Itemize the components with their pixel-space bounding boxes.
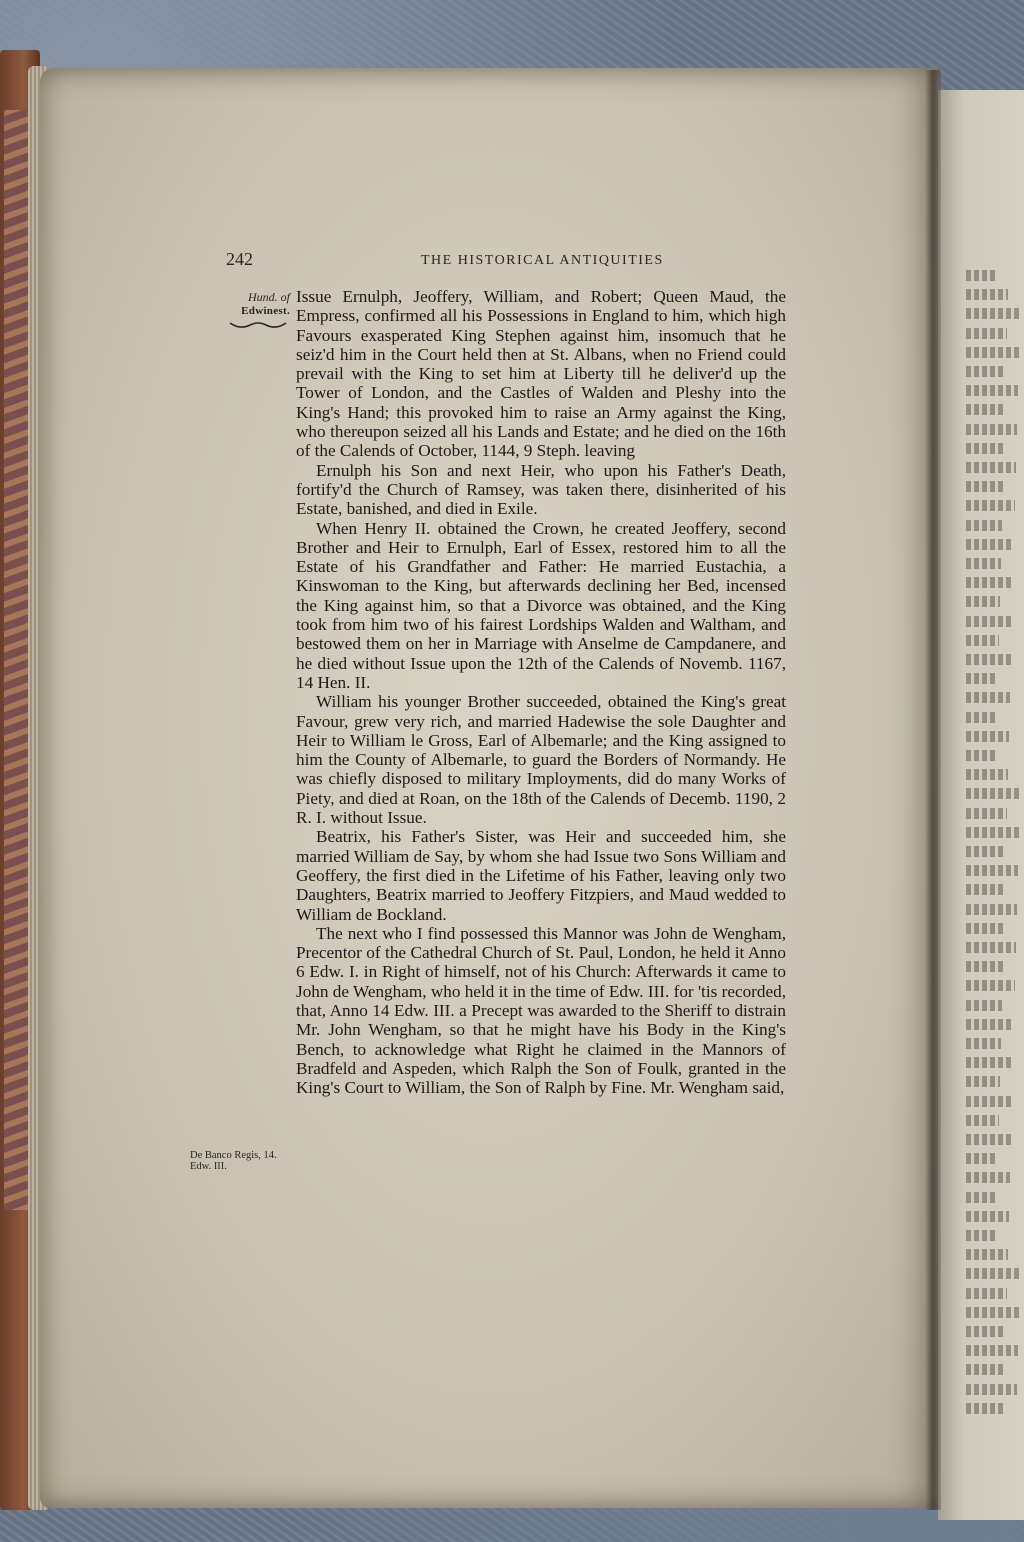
paragraph: Issue Ernulph, Jeoffery, William, and Robert; Queen Maud, the Empress, confirmed all his Possessions in England to him, which high Favours exasperated King Stephen against him, insomuch that he seiz'd him in the Court held then at St. Albans, when no Friend could prevail with the King to set him at Liberty till he deliver'd up the Tower of London, and the Castles of Walden and Pleshy into the King's Hand; this provoked him to raise an Army against the King, who thereupon seized all his Lands and Estate; and he died on the 16th of the Calends of October, 1144, 9 Steph. leaving bbox=[296, 287, 786, 461]
facing-page-text-line bbox=[966, 904, 1017, 915]
paragraph: Ernulph his Son and next Heir, who upon his Father's Death, fortify'd the Church of Ramsey, was taken there, disinherited of his Estate, banished, and died in Exile. bbox=[296, 460, 786, 519]
flourish-ornament bbox=[228, 320, 288, 330]
facing-page-text-line bbox=[966, 366, 1006, 377]
facing-page-text-line bbox=[966, 1211, 1009, 1222]
facing-page-text-line bbox=[966, 827, 1019, 838]
facing-page-text-line bbox=[966, 1096, 1012, 1107]
facing-page-text-line bbox=[966, 961, 1003, 972]
facing-page-text-line bbox=[966, 443, 1004, 454]
facing-page-text-line bbox=[966, 1307, 1019, 1318]
paragraph: When Henry II. obtained the Crown, he created Jeoffery, second Brother and Heir to Ernulph, Earl of Essex, restored him to all the Estate of his Grandfather and Father: He married Eustachia, a Kinswoman to the King, but afterwards declining her Bed, incensed the King against him, so that a Divorce was obtained, and the King took from him two of his fairest Lordships Walden and Waltham, and bestowed them on her in Marriage with Anselme de Campdanere, and he died without Issue upon the 12th of the Calends of Novemb. 1167, 14 Hen. II. bbox=[296, 518, 786, 692]
page-number: 242 bbox=[226, 249, 253, 269]
facing-page-text-line bbox=[966, 1403, 1004, 1414]
paragraph: Beatrix, his Father's Sister, was Heir and succeeded him, she married William de Say, by whom she had Issue two Sons William and Geoffery, the first died in the Lifetime of his Father, leaving only two Daughters, Beatrix married to Jeoffery Fitzpiers, and Maud wedded to William de Bockland. bbox=[296, 827, 786, 924]
facing-page-text-line bbox=[966, 539, 1014, 550]
facing-page-text-line bbox=[966, 1038, 1001, 1049]
facing-page-text-line bbox=[966, 1153, 998, 1164]
facing-page-edge bbox=[938, 90, 1024, 1520]
facing-page-text-line bbox=[966, 347, 1019, 358]
margin-note-citation: De Banco Regis, 14. Edw. III. bbox=[190, 1150, 277, 1172]
facing-page-text-line bbox=[966, 865, 1018, 876]
facing-page-text-line bbox=[966, 1364, 1005, 1375]
facing-page-text-line bbox=[966, 1249, 1008, 1260]
facing-page-text-line bbox=[966, 1345, 1018, 1356]
facing-page-text-line bbox=[966, 884, 1005, 895]
facing-page-text-line bbox=[966, 980, 1015, 991]
facing-page-text-line bbox=[966, 1057, 1013, 1068]
facing-page-text-line bbox=[966, 731, 1009, 742]
body-text bbox=[296, 287, 786, 1097]
facing-page-text-line bbox=[966, 1268, 1020, 1279]
margin-note-line1: Hund. of bbox=[248, 290, 290, 304]
facing-page-text-line bbox=[966, 808, 1007, 819]
running-title: THE HISTORICAL ANTIQUITIES bbox=[421, 253, 664, 268]
facing-page-text-line bbox=[966, 654, 1011, 665]
facing-page-text-line bbox=[966, 481, 1003, 492]
facing-page-text-line bbox=[966, 404, 1005, 415]
facing-page-text-line bbox=[966, 769, 1008, 780]
facing-page-text-line bbox=[966, 596, 1000, 607]
facing-page-text-line bbox=[966, 1192, 997, 1203]
paragraph: The next who I find possessed this Mannor was John de Wengham, Precentor of the Cathedral Church of St. Paul, London, he held it Anno 6 Edw. I. in Right of himself, not of his Church: Afterwards it came to John de Wengham, who held it in the time of Edw. III. for 'tis recorded, that, Anno 14 Edw. III. a Precept was awarded to the Sheriff to distrain Mr. John Wengham, so that he might have his Body in the King's Bench, to acknowledge what Right he claimed in the Mannors of Bradfeld and Aspeden, which Ralph the Son of Foulk, granted in the King's Court to William, the Son of Ralph by Fine. Mr. Wengham said, bbox=[296, 923, 787, 1098]
facing-page-text-line bbox=[966, 385, 1018, 396]
book-gutter bbox=[925, 70, 941, 1510]
facing-page-text-line bbox=[966, 1000, 1002, 1011]
facing-page-text-line bbox=[966, 328, 1007, 339]
facing-page-text-line bbox=[966, 1172, 1010, 1183]
facing-page-text-line bbox=[966, 1326, 1006, 1337]
facing-page-text-line bbox=[966, 1288, 1007, 1299]
facing-page-text-line bbox=[966, 270, 996, 281]
facing-page-text-line bbox=[966, 673, 998, 684]
facing-page-text-line bbox=[966, 1230, 996, 1241]
facing-page-text-line bbox=[966, 558, 1001, 569]
paragraph: William his younger Brother succeeded, obtained the King's great Favour, grew very rich, and married Hadewise the sole Daughter and Heir to William le Gross, Earl of Albemarle; and the King assigned to him the County of Albemarle, to guard the Borders of Normandy. He was chiefly disposed to military Imployments, did do many Works of Piety, and died at Roan, on the 18th of the Calends of Decemb. 1190, 2 R. I. without Issue. bbox=[296, 692, 786, 828]
facing-page-text-line bbox=[966, 1076, 1000, 1087]
page-header bbox=[226, 251, 786, 273]
facing-page-text-line bbox=[966, 520, 1002, 531]
facing-page-text-line bbox=[966, 577, 1013, 588]
facing-page-text-line bbox=[966, 500, 1015, 511]
facing-page-text-line bbox=[966, 462, 1016, 473]
facing-page-text-line bbox=[966, 1384, 1017, 1395]
margin-note-line2: Edwinest. bbox=[241, 305, 290, 317]
facing-page-text-line bbox=[966, 1134, 1011, 1145]
facing-page-text-line bbox=[966, 750, 996, 761]
facing-page-text-line bbox=[966, 289, 1008, 300]
margin-note-hundred bbox=[214, 290, 290, 330]
facing-page-text-line bbox=[966, 1115, 999, 1126]
facing-page-text-line bbox=[966, 942, 1016, 953]
facing-page-text-line bbox=[966, 923, 1004, 934]
facing-page-text-line bbox=[966, 616, 1012, 627]
facing-page-text-line bbox=[966, 308, 1020, 319]
facing-page-text-line bbox=[966, 846, 1006, 857]
facing-page-text-line bbox=[966, 788, 1020, 799]
facing-page-text-line bbox=[966, 1019, 1014, 1030]
facing-page-text-line bbox=[966, 692, 1010, 703]
facing-page-text-line bbox=[966, 424, 1017, 435]
facing-page-text-line bbox=[966, 712, 997, 723]
facing-page-text-line bbox=[966, 635, 999, 646]
